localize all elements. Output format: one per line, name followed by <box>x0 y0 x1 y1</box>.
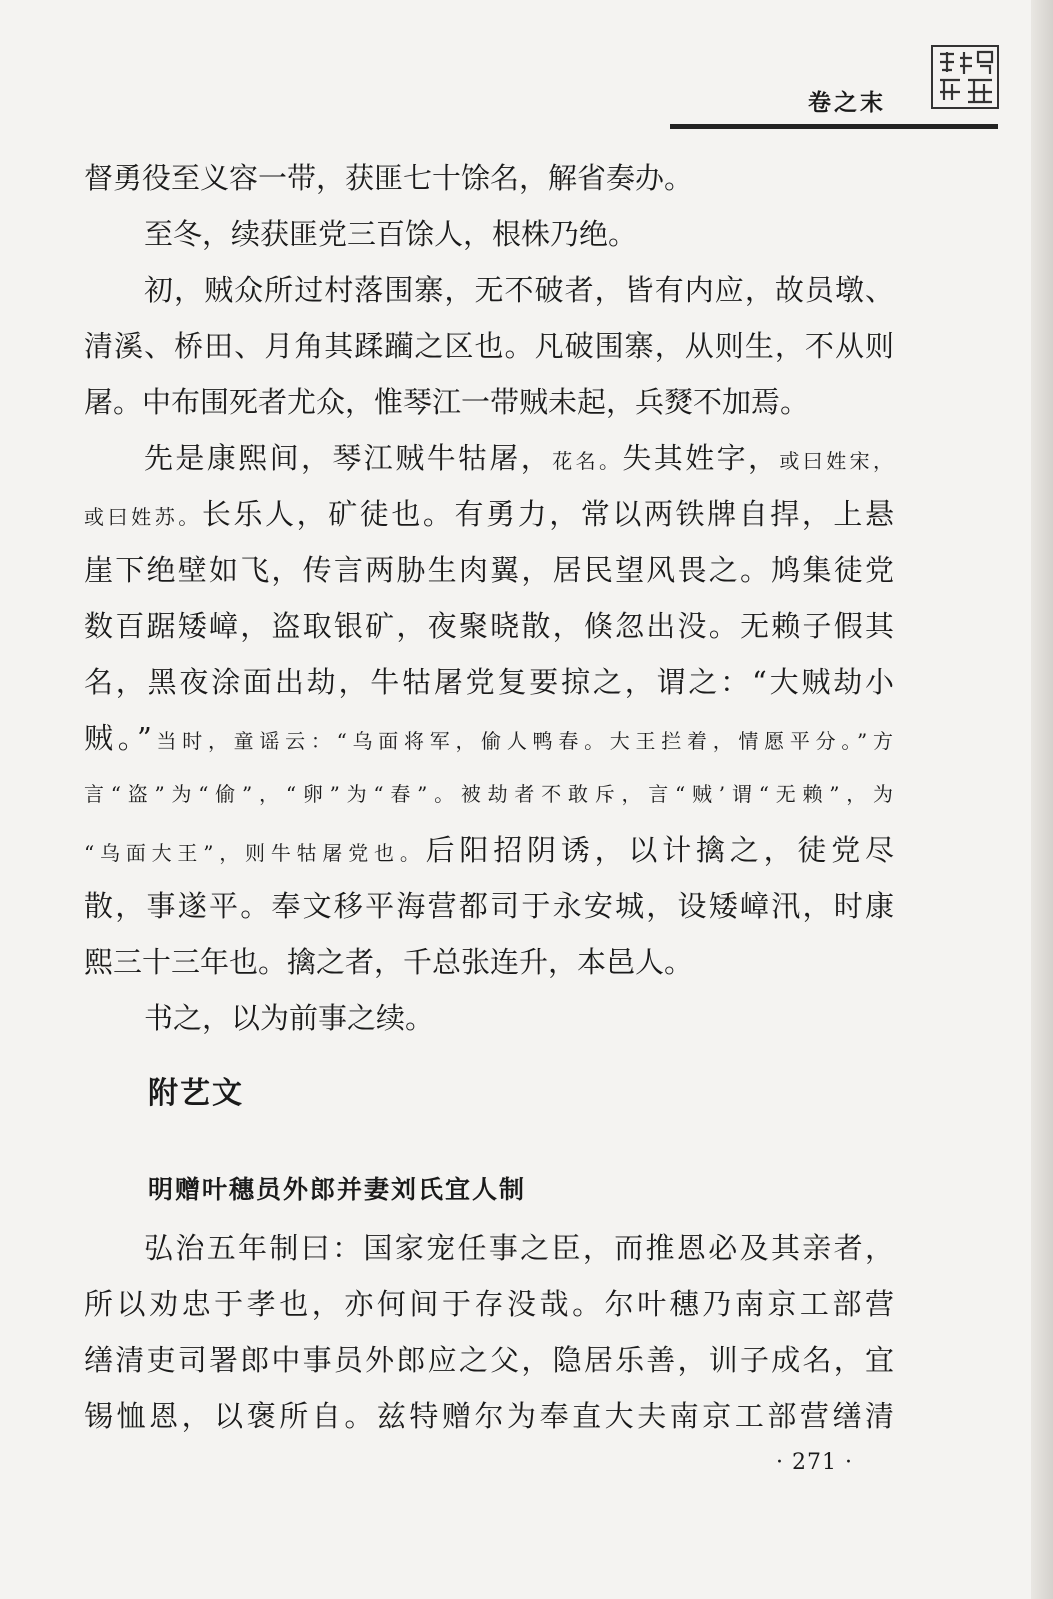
document-title: 明赠叶穗员外郎并妻刘氏宜人制 <box>148 1175 527 1204</box>
running-header: 卷之末 <box>808 90 886 116</box>
text-line: 熙三十三年也。擒之者，千总张连升，本邑人。 <box>84 945 694 979</box>
text-line: 初，贼众所过村落围寨，无不破者，皆有内应，故员墩、 <box>144 273 894 307</box>
annotation-text: 花名。 <box>552 449 623 473</box>
main-text-body <box>84 150 894 1046</box>
text-line <box>84 486 894 542</box>
body-text: 失其姓字， <box>622 441 780 475</box>
text-line: 言“盗”为“偷”，“卵”为“春”。被劫者不敢斥，言“贼’谓“无赖”，为 <box>84 782 894 806</box>
page-edge <box>1031 0 1053 1599</box>
annotation-text: 或曰姓苏。 <box>84 505 202 529</box>
body-text: 后阳招阴诱，以计擒之，徒党尽 <box>425 833 894 867</box>
text-line: 散，事遂平。奉文移平海营都司于永安城，设矮嶂汛，时康 <box>84 889 894 923</box>
seal-stamp-icon <box>930 44 1000 110</box>
text-line: 所以劝忠于孝也，亦何间于存没哉。尔叶穗乃南京工部营 <box>84 1287 894 1321</box>
annotation-text: “乌面大王”，则牛牯屠党也。 <box>84 841 426 865</box>
body-text: 长乐人，矿徒也。有勇力，常以两铁牌自捍，上悬 <box>201 497 894 531</box>
text-line: 缮清吏司署郎中事员外郎应之父，隐居乐善，训子成名，宜 <box>84 1343 894 1377</box>
text-line: 清溪、桥田、月角其蹂躏之区也。凡破围寨，从则生，不从则 <box>84 329 894 363</box>
text-line: 督勇役至义容一带，获匪七十馀名，解省奏办。 <box>84 161 694 195</box>
text-line <box>84 430 894 486</box>
annotation-text: 当时，童谣云：“乌面将军，偷人鸭春。大王拦着，情愿平分。”方 <box>151 729 894 753</box>
section-title: 附艺文 <box>148 1076 244 1111</box>
annotation-text: 或曰姓宋， <box>779 449 894 473</box>
text-line: 崖下绝壁如飞，传言两胁生肉翼，居民望风畏之。鸠集徒党 <box>84 553 894 587</box>
edict-text-body <box>84 1220 894 1444</box>
text-line: 名，黑夜涂面出劫，牛牯屠党复要掠之，谓之：“大贼劫小 <box>84 665 894 699</box>
text-line: 至冬，续获匪党三百馀人，根株乃绝。 <box>144 217 638 251</box>
body-text: 先是康熙间，琴江贼牛牯屠， <box>144 441 553 475</box>
text-line <box>84 710 894 766</box>
text-line <box>84 822 894 878</box>
body-text: 贼。” <box>84 721 152 755</box>
text-line: 数百踞矮嶂，盗取银矿，夜聚晓散，倏忽出没。无赖子假其 <box>84 609 894 643</box>
text-line: 书之，以为前事之续。 <box>144 1001 435 1035</box>
text-line: 锡恤恩，以褒所自。兹特赠尔为奉直大夫南京工部营缮清 <box>84 1399 894 1433</box>
page-number: · 271 · <box>776 1450 853 1475</box>
header-rule <box>670 124 998 129</box>
text-line: 屠。中布围死者尤众，惟琴江一带贼未起，兵燹不加焉。 <box>84 385 810 419</box>
text-line: 弘治五年制曰：国家宠任事之臣，而推恩必及其亲者， <box>144 1231 894 1265</box>
